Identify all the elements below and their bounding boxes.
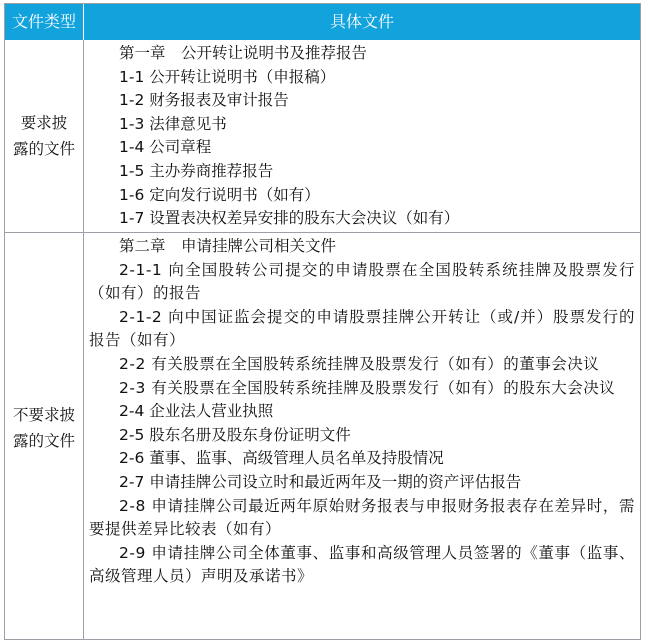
- table-header: [5, 4, 640, 40]
- file-item: 2-4 企业法人营业执照: [119, 402, 274, 421]
- file-item: 2-1-2 向中国证监会提交的申请股票挂牌公开转让（或/并）股票发行的报告（如有）: [89, 307, 635, 350]
- file-item: 1-1 公开转让说明书（申报稿）: [119, 67, 336, 86]
- header-file-type: 文件类型: [5, 4, 84, 40]
- file-item: 2-5 股东名册及股东身份证明文件: [119, 425, 351, 444]
- files-cell-disclosed: [89, 42, 635, 231]
- type-cell-disclosed: [5, 110, 83, 162]
- type-label-line: 不要求披: [12, 406, 75, 424]
- document-table: [4, 3, 641, 640]
- column-divider: [83, 40, 84, 639]
- header-specific-files: 具体文件: [329, 12, 394, 31]
- file-item: 2-2 有关股票在全国股转系统挂牌及股票发行（如有）的董事会决议: [119, 354, 600, 373]
- file-item: 2-6 董事、监事、高级管理人员名单及持股情况: [119, 449, 444, 468]
- type-label-line: 要求披: [20, 114, 68, 132]
- file-item: 2-8 申请挂牌公司最近两年原始财务报表与申报财务报表存在差异时，需要提供差异比较表（如有）: [89, 496, 635, 539]
- type-cell-not-disclosed: [5, 402, 83, 454]
- type-label-line: 露的文件: [12, 140, 75, 158]
- type-label-line: 露的文件: [12, 432, 75, 450]
- file-item: 1-3 法律意见书: [119, 114, 227, 133]
- chapter-title: 第一章 公开转让说明书及推荐报告: [119, 44, 368, 62]
- file-item: 1-7 设置表决权差异安排的股东大会决议（如有）: [119, 209, 460, 228]
- chapter-title: 第二章 申请挂牌公司相关文件: [119, 237, 337, 255]
- file-item: 1-5 主办券商推荐报告: [119, 161, 274, 180]
- files-cell-not-disclosed: [89, 235, 635, 589]
- file-item: 1-2 财务报表及审计报告: [119, 91, 289, 110]
- file-item: 2-3 有关股票在全国股转系统挂牌及股票发行（如有）的股东大会决议: [119, 378, 616, 397]
- row-divider: [5, 232, 640, 233]
- file-item: 2-9 申请挂牌公司全体董事、监事和高级管理人员签署的《董事（监事、高级管理人员）声明及承诺书》: [89, 543, 635, 586]
- file-item: 2-7 申请挂牌公司设立时和最近两年及一期的资产评估报告: [119, 472, 522, 491]
- file-item: 1-4 公司章程: [119, 138, 212, 157]
- file-item: 1-6 定向发行说明书（如有）: [119, 185, 320, 204]
- file-item: 2-1-1 向全国股转公司提交的申请股票在全国股转系统挂牌及股票发行（如有）的报告: [89, 260, 635, 303]
